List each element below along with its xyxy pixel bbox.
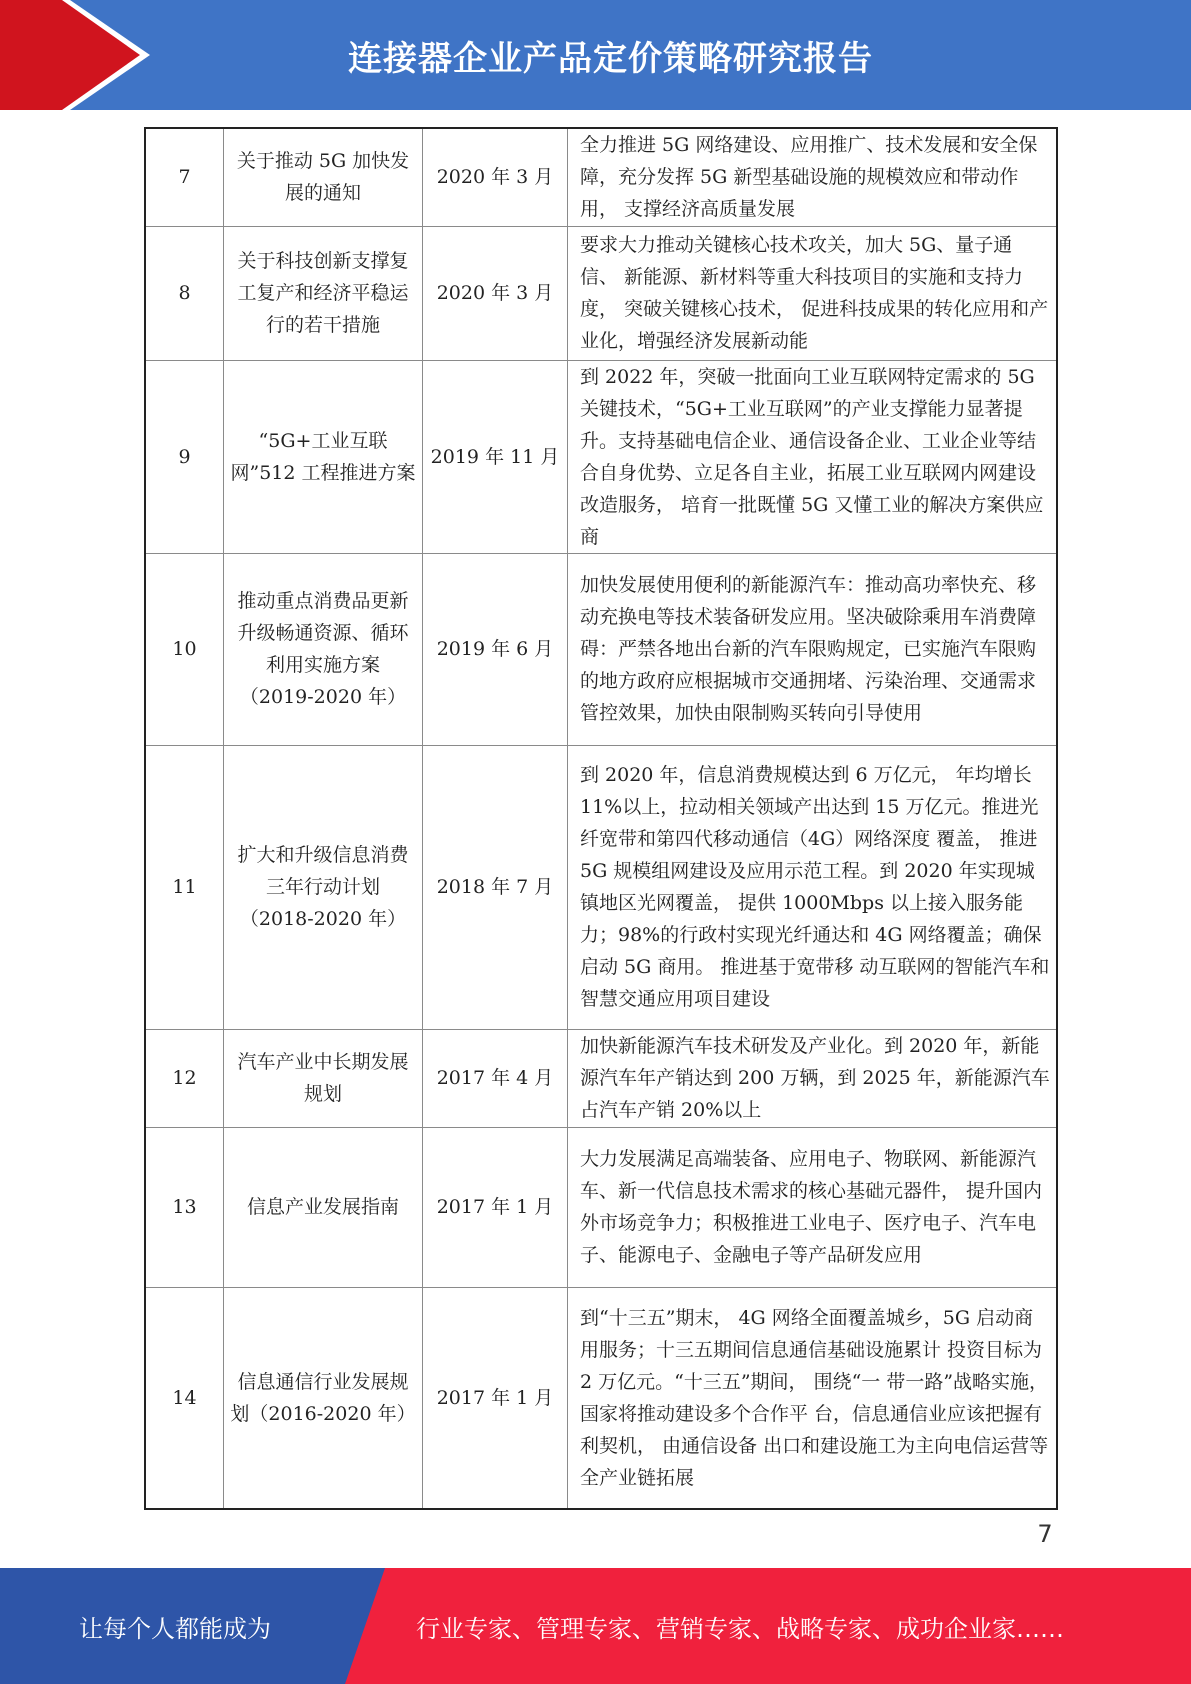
table-row	[145, 226, 1057, 360]
policy-name: 信息产业发展指南	[224, 1127, 423, 1287]
table-row	[145, 1287, 1057, 1509]
policy-description: 加快新能源汽车技术研发及产业化。到 2020 年，新能源汽车年产销达到 200 万辆，到 2025 年，新能源汽车占汽车产销 20%以上	[568, 1029, 1058, 1127]
table-row	[145, 745, 1057, 1029]
release-date: 2019 年 11 月	[423, 360, 568, 553]
page-header	[0, 0, 1191, 110]
policy-description: 到“十三五”期末， 4G 网络全面覆盖城乡，5G 启动商用服务；十三五期间信息通信基础设施累计 投资目标为 2 万亿元。“十三五”期间， 围绕“一 带一路”战略实施， 国家将推动建设多个合作平 台，信息通信业应该把握有利契机， 由通信设备 出口和建设施工为主向电信运营等全产业链拓展	[568, 1287, 1058, 1509]
policy-description: 全力推进 5G 网络建设、应用推广、技术发展和安全保障，充分发挥 5G 新型基础设施的规模效应和带动作用， 支撑经济高质量发展	[568, 128, 1058, 226]
release-date: 2018 年 7 月	[423, 745, 568, 1029]
row-number: 9	[145, 360, 224, 553]
policy-name: 关于科技创新支撑复工复产和经济平稳运行的若干措施	[224, 226, 423, 360]
row-number: 12	[145, 1029, 224, 1127]
header-chevron-decoration	[0, 0, 150, 110]
policy-name: 推动重点消费品更新升级畅通资源、循环利用实施方案（2019-2020 年）	[224, 553, 423, 745]
row-number: 8	[145, 226, 224, 360]
row-number: 7	[145, 128, 224, 226]
release-date: 2017 年 1 月	[423, 1127, 568, 1287]
row-number: 11	[145, 745, 224, 1029]
row-number: 13	[145, 1127, 224, 1287]
table-row	[145, 360, 1057, 553]
table-row	[145, 553, 1057, 745]
policy-table	[144, 127, 1058, 1510]
policy-name: “5G+工业互联网”512 工程推进方案	[224, 360, 423, 553]
policy-description: 要求大力推动关键核心技术攻关，加大 5G、量子通信、 新能源、新材料等重大科技项目的实施和支持力度， 突破关键核心技术， 促进科技成果的转化应用和产业化，增强经济发展新动能	[568, 226, 1058, 360]
policy-description: 大力发展满足高端装备、应用电子、物联网、新能源汽车、新一代信息技术需求的核心基础元器件， 提升国内外市场竞争力；积极推进工业电子、医疗电子、汽车电子、能源电子、金融电子等产品研发应用	[568, 1127, 1058, 1287]
footer-slogan-left: 让每个人都能成为	[79, 1614, 271, 1643]
policy-name: 汽车产业中长期发展规划	[224, 1029, 423, 1127]
policy-name: 信息通信行业发展规划（2016-2020 年）	[224, 1287, 423, 1509]
table-row	[145, 128, 1057, 226]
page-number: 7	[1037, 1520, 1053, 1548]
release-date: 2017 年 4 月	[423, 1029, 568, 1127]
release-date: 2020 年 3 月	[423, 128, 568, 226]
release-date: 2019 年 6 月	[423, 553, 568, 745]
release-date: 2017 年 1 月	[423, 1287, 568, 1509]
row-number: 10	[145, 553, 224, 745]
table-row	[145, 1127, 1057, 1287]
table-row	[145, 1029, 1057, 1127]
policy-name: 关于推动 5G 加快发展的通知	[224, 128, 423, 226]
report-title: 连接器企业产品定价策略研究报告	[348, 38, 873, 79]
release-date: 2020 年 3 月	[423, 226, 568, 360]
policy-name: 扩大和升级信息消费三年行动计划（2018-2020 年）	[224, 745, 423, 1029]
policy-description: 到 2022 年，突破一批面向工业互联网特定需求的 5G 关键技术，“5G+工业互联网”的产业支撑能力显著提升。支持基础电信企业、通信设备企业、工业企业等结合自身优势、立足各自主业，拓展工业互联网内网建设改造服务， 培育一批既懂 5G 又懂工业的解决方案供应商	[568, 360, 1058, 553]
page-footer	[0, 1568, 1191, 1684]
policy-description: 到 2020 年，信息消费规模达到 6 万亿元， 年均增长 11%以上，拉动相关领域产出达到 15 万亿元。推进光纤宽带和第四代移动通信（4G）网络深度 覆盖， 推进 5G 规模组网建设及应用示范工程。到 2020 年实现城镇地区光网覆盖， 提供 1000Mbps 以上接入服务能力；98%的行政村实现光纤通达和 4G 网络覆盖；确保启动 5G 商用。 推进基于宽带移 动互联网的智能汽车和智慧交通应用项目建设	[568, 745, 1058, 1029]
policy-description: 加快发展使用便利的新能源汽车：推动高功率快充、移动充换电等技术装备研发应用。坚决破除乘用车消费障碍：严禁各地出台新的汽车限购规定，已实施汽车限购的地方政府应根据城市交通拥堵、污染治理、交通需求管控效果，加快由限制购买转向引导使用	[568, 553, 1058, 745]
footer-slogan-right: 行业专家、管理专家、营销专家、战略专家、成功企业家……	[416, 1614, 1064, 1643]
row-number: 14	[145, 1287, 224, 1509]
